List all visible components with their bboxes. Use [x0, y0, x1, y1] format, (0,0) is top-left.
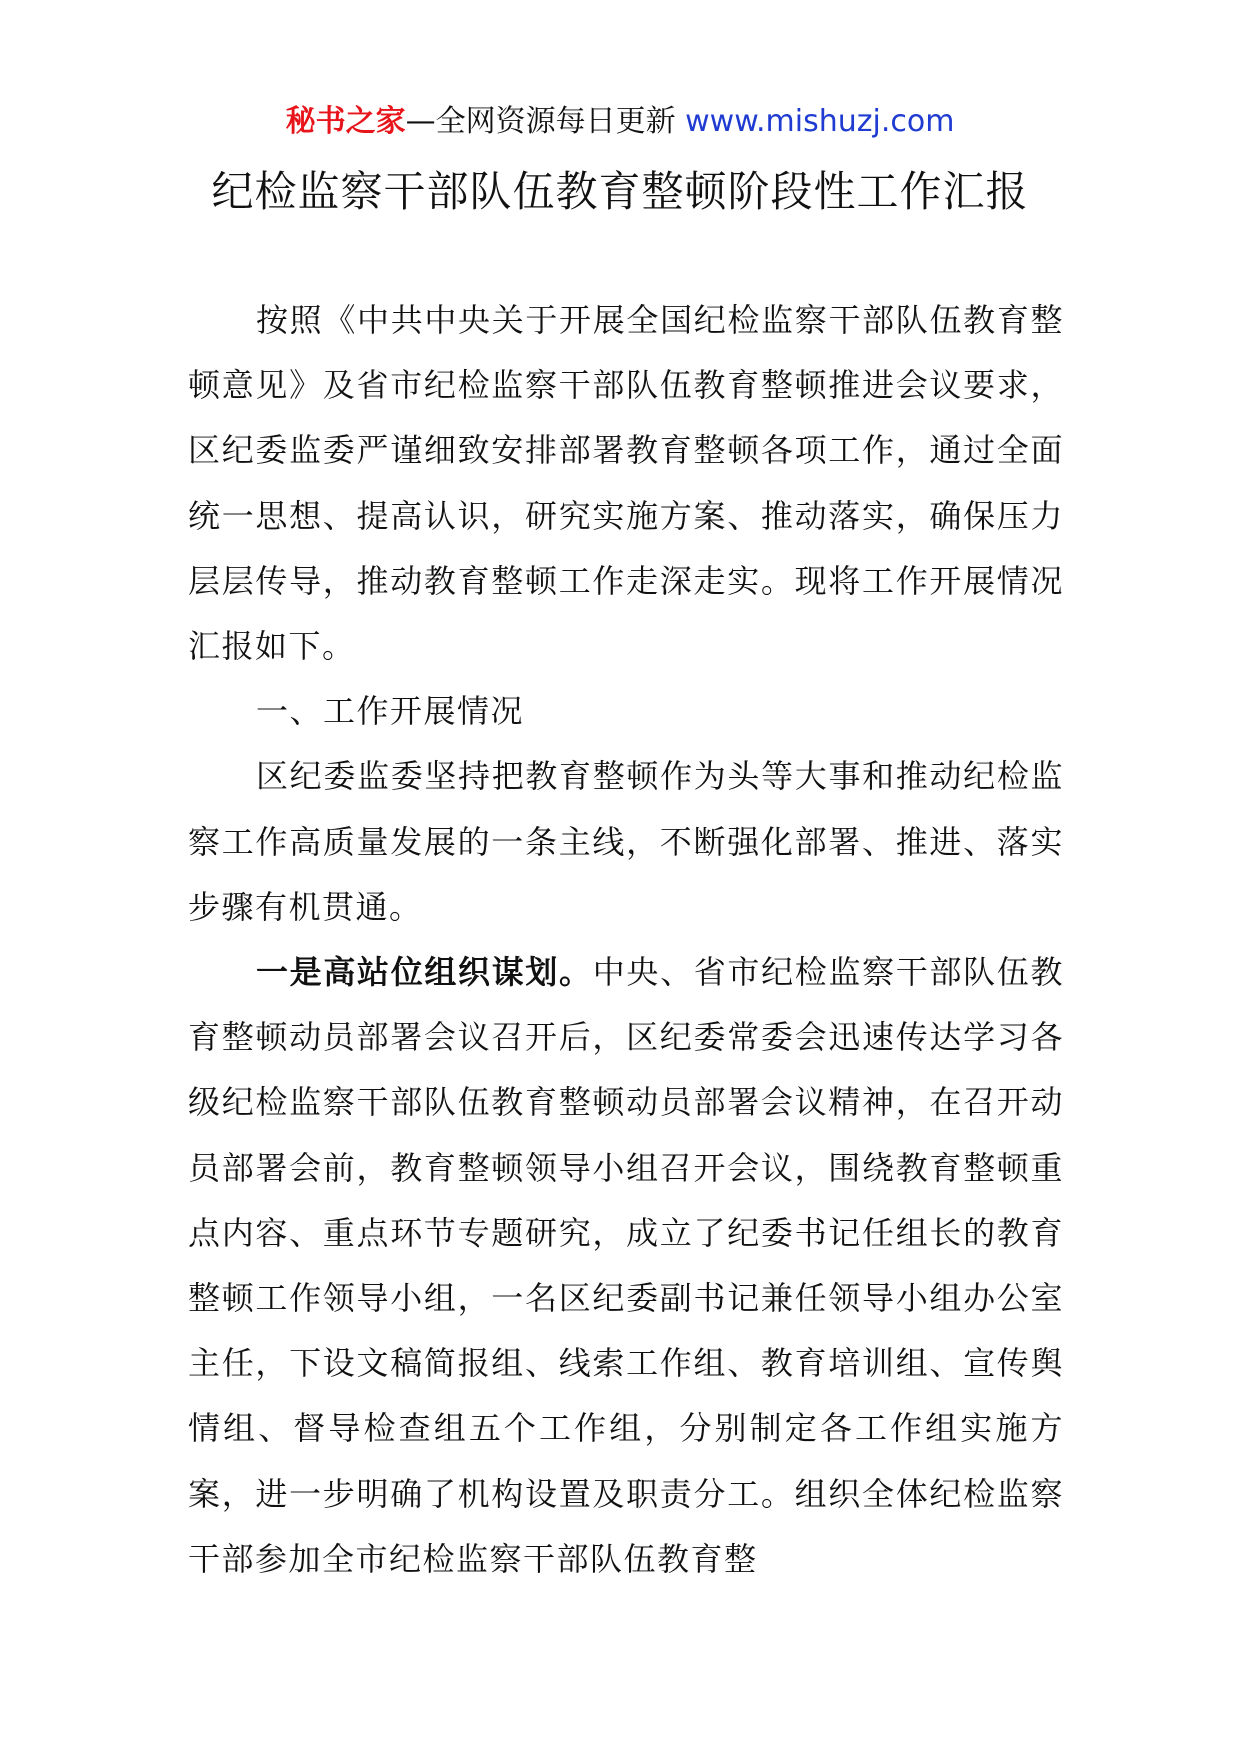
site-url-link[interactable]: www.mishuzj.com [685, 104, 955, 139]
site-brand: 秘书之家 [285, 104, 406, 139]
section-one-lead: 一是高站位组织谋划。 [256, 953, 593, 992]
summary-paragraph: 区纪委监委坚持把教育整顿作为头等大事和推动纪检监察工作高质量发展的一条主线，不断强化部署、推进、落实步骤有机贯通。 [188, 757, 1064, 926]
document-title: 纪检监察干部队伍教育整顿阶段性工作汇报 [211, 167, 1029, 216]
site-header [0, 100, 1240, 144]
document-body [188, 288, 1064, 1592]
section-one-text: 中央、省市纪检监察干部队伍教育整顿动员部署会议召开后，区纪委常委会迅速传达学习各级纪检监察干部队伍教育整顿动员部署会议精神，在召开动员部署会前，教育整顿领导小组召开会议，围绕教育整顿重点内容、重点环节专题研究，成立了纪委书记任组长的教育整顿工作领导小组，一名区纪委副书记兼任领导小组办公室主任，下设文稿简报组、线索工作组、教育培训组、宣传舆情组、督导检查组五个工作组，分别制定各工作组实施方案，进一步明确了机构设置及职责分工。组织全体纪检监察干部参加全市纪检监察干部队伍教育整 [188, 953, 1064, 1578]
intro-paragraph: 按照《中共中央关于开展全国纪检监察干部队伍教育整顿意见》及省市纪检监察干部队伍教育整顿推进会议要求，区纪委监委严谨细致安排部署教育整顿各项工作，通过全面统一思想、提高认识，研究实施方案、推动落实，确保压力层层传导，推动教育整顿工作走深走实。现将工作开展情况汇报如下。 [188, 301, 1064, 666]
section-heading: 一、工作开展情况 [256, 692, 525, 731]
site-tagline: —全网资源每日更新 [405, 104, 676, 139]
section-one-paragraph [188, 940, 1064, 1592]
